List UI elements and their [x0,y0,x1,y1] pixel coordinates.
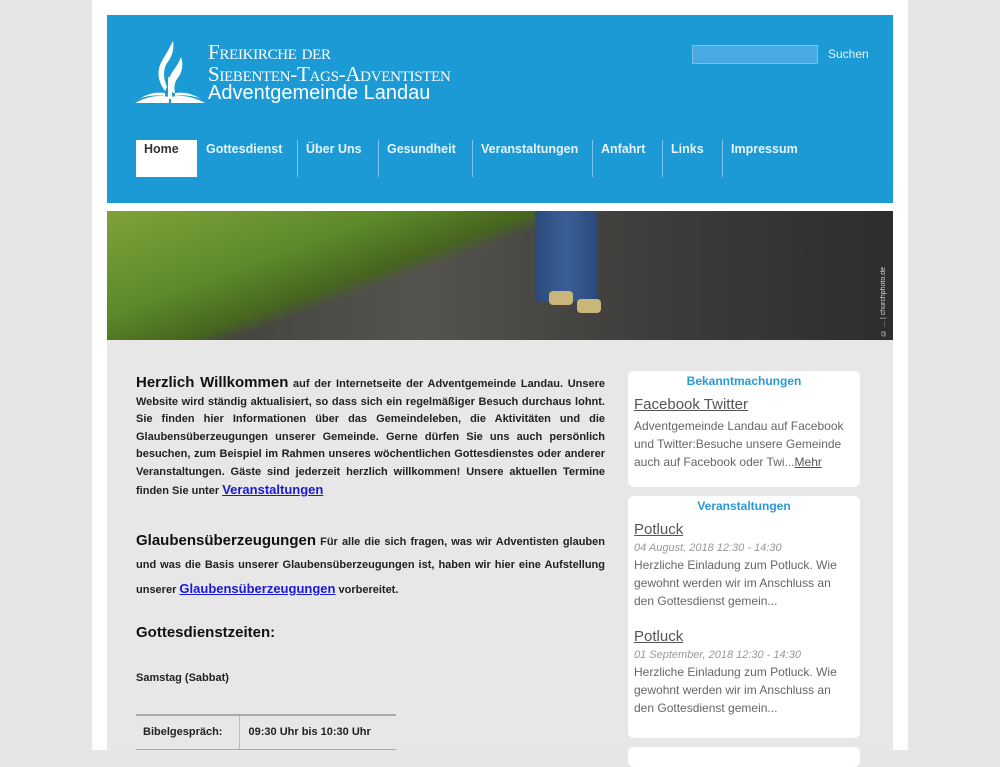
beliefs-text: Für alle die sich fragen, was wir Adventisten glauben und was die Basis unserer Glaubensüberzeugungen ist, haben wir hier eine Aufstellung unserer [136,536,605,596]
header [107,15,893,203]
beliefs-heading: Glaubensüberzeugungen [136,532,317,549]
nav-links[interactable]: Links [671,142,704,156]
nav-anfahrt[interactable]: Anfahrt [601,142,646,156]
announcements-box [628,371,860,487]
table-row [136,715,396,749]
shoe [549,291,573,305]
event-date: 04 August, 2018 12:30 - 14:30 [634,542,782,554]
events-heading: Veranstaltungen [697,499,791,513]
schedule-label: Bibelgespräch: [136,715,239,749]
search-button[interactable]: Suchen [828,47,869,61]
announcement-text [634,417,854,471]
glaubensueberzeugungen-link[interactable]: Glaubensüberzeugungen [179,581,336,596]
nav-divider [472,140,473,177]
nav-divider [378,140,379,177]
banner-image [107,211,893,340]
welcome-text: auf der Internetseite der Adventgemeinde Landau. Unsere Website wird ständig aktualisiert, so dass sich ein regelmäßiger Besuch durchaus lohnt. Sie finden hier Informationen über das Gemeindeleben, die Aktivitäten und die Glaubensüberzeugungen unserer Gemeinde. Gerne dürfen Sie uns auch persönlich besuchen, zum Beispiel im Rahmen unseres wöchentlichen Gottesdienstes oder anderer Veranstaltungen. Gäste sind jederzeit herzlich willkommen! Unsere aktuellen Termine finden Sie unter [136,378,606,497]
nav-veranstaltungen[interactable]: Veranstaltungen [481,142,579,156]
sidebar-box [628,747,860,767]
site-title-line2: Siebenten-Tags-Adventisten [208,62,451,86]
beliefs-tail: vorbereitet. [335,584,399,596]
nav-divider [722,140,723,177]
events-box [628,496,860,738]
event-date: 01 September, 2018 12:30 - 14:30 [634,649,801,661]
event-title-link[interactable]: Potluck [634,628,684,645]
event-text: Herzliche Einladung zum Potluck. Wie gewohnt werden wir im Anschluss an den Gottesdienst gemein... [634,558,837,608]
search-input[interactable] [692,45,818,64]
service-times-heading: Gottesdienstzeiten: [136,624,276,641]
event-text: Herzliche Einladung zum Potluck. Wie gewohnt werden wir im Anschluss an den Gottesdienst gemein... [634,665,837,715]
announcement-title-link[interactable]: Facebook Twitter [634,396,748,413]
schedule-table [136,714,396,750]
nav-gottesdienst[interactable]: Gottesdienst [206,142,283,156]
event-title-link[interactable]: Potluck [634,521,684,538]
nav-gesundheit[interactable]: Gesundheit [387,142,456,156]
veranstaltungen-link[interactable]: Veranstaltungen [222,482,324,497]
welcome-heading: Herzlich Willkommen [136,374,289,391]
nav-ueber-uns[interactable]: Über Uns [306,142,362,156]
shoe [577,299,601,313]
photo-credit-watermark: © ... | churchphoto.de [880,267,887,336]
content-area [107,340,893,750]
nav-divider [662,140,663,177]
list-item [634,521,854,610]
service-day: Samstag (Sabbat) [136,672,229,684]
nav-home[interactable]: Home [136,140,197,177]
more-link[interactable]: Mehr [794,455,822,469]
beliefs-paragraph [136,529,605,602]
site-title-line1: Freikirche der [208,40,331,64]
welcome-paragraph [136,374,605,501]
list-item [634,628,854,717]
schedule-time: 09:30 Uhr bis 10:30 Uhr [239,715,396,749]
nav-divider [297,140,298,177]
announcements-heading: Bekanntmachungen [686,374,802,388]
site-subtitle: Adventgemeinde Landau [208,82,431,104]
nav-divider [592,140,593,177]
announcement-excerpt: Adventgemeinde Landau auf Facebook und Twitter:Besuche unsere Gemeinde auch auf Facebook oder Twi... [634,419,844,469]
church-logo-icon[interactable] [135,41,205,105]
walking-person-image [535,211,597,301]
nav-impressum[interactable]: Impressum [731,142,798,156]
